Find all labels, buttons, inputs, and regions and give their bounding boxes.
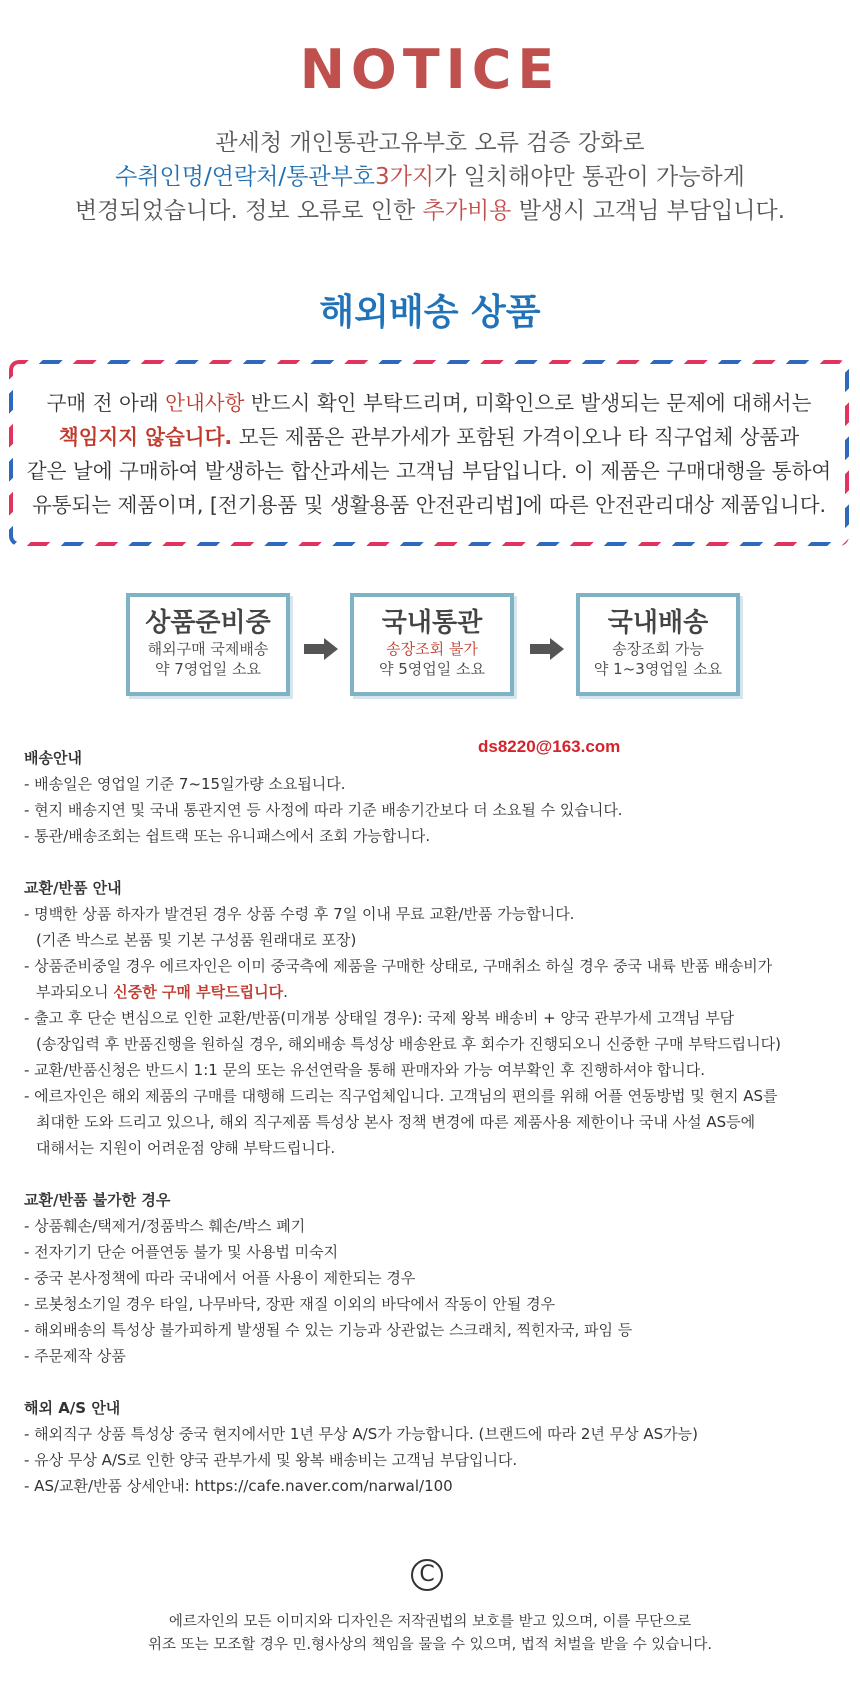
spacer [24, 1161, 844, 1187]
shipping-heading: 배송안내 [24, 749, 82, 767]
as-line: - 유상 무상 A/S로 인한 양국 관부가세 및 왕복 배송비는 고객님 부담입니다. [24, 1451, 518, 1469]
step-duration: 약 5영업일 소요 [378, 660, 486, 678]
spacer [24, 849, 844, 875]
notice-line-2-rest: 가 일치해야만 통관이 가능하게 [434, 164, 745, 190]
notice-line-3-b: 발생시 고객님 부담입니다. [511, 198, 786, 224]
step-desc: 송장조회 가능 [612, 640, 704, 658]
shipping-line: - 현지 배송지연 및 국내 통관지연 등 사정에 따라 기준 배송기간보다 더 소요될 수 있습니다. [24, 801, 623, 819]
arrow-right-icon [304, 638, 338, 660]
copyright-line-1: 에르자인의 모든 이미지와 디자인은 저작권법의 보호를 받고 있으며, 이를 무단으로 [168, 1614, 692, 1630]
spacer [24, 1369, 844, 1395]
exchange-line: (기존 박스로 본품 및 기본 구성품 원래대로 포장) [36, 931, 357, 949]
shipping-line: - 배송일은 영업일 기준 7~15일가량 소요됩니다. [24, 775, 346, 793]
exchange-line: - 출고 후 단순 변심으로 인한 교환/반품(미개봉 상태일 경우): 국제 왕복 배송비 + 양국 관부가세 고객님 부담 [24, 1009, 735, 1027]
notice-three-items: 3가지 [375, 164, 435, 190]
no-exchange-line: - 로봇청소기일 경우 타일, 나무바닥, 장판 재질 이외의 바닥에서 작동이 안될 경우 [24, 1295, 556, 1313]
notice-title: NOTICE [299, 38, 561, 101]
exchange-line: 최대한 도와 드리고 있으나, 해외 직구제품 특성상 본사 정책 변경에 따른 제품사용 제한이나 국내 사설 AS등에 [36, 1113, 756, 1131]
notice-line-3 [0, 192, 860, 225]
no-exchange-line: - 중국 본사정책에 따라 국내에서 어플 사용이 제한되는 경우 [24, 1269, 416, 1287]
airmail-notice-content [13, 364, 845, 542]
airmail-line-1-a: 구매 전 아래 [46, 391, 166, 415]
exchange-line-text: . [283, 983, 288, 1001]
airmail-notice-box [9, 360, 849, 546]
step-domestic-delivery [576, 593, 740, 696]
exchange-line: - 교환/반품신청은 반드시 1:1 문의 또는 유선연락을 통해 판매자와 가능 여부확인 후 진행하셔야 합니다. [24, 1061, 705, 1079]
step-title: 국내배송 [607, 608, 709, 638]
step-title: 국내통관 [381, 608, 483, 638]
exchange-careful-purchase: 신중한 구매 부탁드립니다 [113, 983, 284, 1001]
contact-email: ds8220@163.com [478, 737, 621, 756]
airmail-line-1 [19, 386, 839, 420]
copyright-icon: C [411, 1559, 443, 1591]
exchange-line: (송장입력 후 반품진행을 원하실 경우, 해외배송 특성상 배송완료 후 회수가 진행되오니 신중한 구매 부탁드립니다) [36, 1035, 782, 1053]
step-desc: 송장조회 불가 [386, 640, 478, 658]
notice-required-fields: 수취인명/연락처/통관부호 [115, 164, 376, 190]
step-title: 상품준비중 [145, 608, 271, 638]
airmail-line-2-b: 모든 제품은 관부가세가 포함된 가격이오나 타 직구업체 상품과 [232, 425, 800, 449]
shipping-line: - 통관/배송조회는 쉽트랙 또는 유니패스에서 조회 가능합니다. [24, 827, 431, 845]
no-exchange-line: - 주문제작 상품 [24, 1347, 126, 1365]
step-duration: 약 7영업일 소요 [154, 660, 262, 678]
airmail-highlight-no-responsibility: 책임지지 않습니다. [58, 425, 233, 449]
exchange-heading: 교환/반품 안내 [24, 879, 122, 897]
exchange-line: - 에르자인은 해외 제품의 구매를 대행해 드리는 직구업체입니다. 고객님의 편의를 위해 어플 연동방법 및 현지 AS를 [24, 1087, 778, 1105]
arrow-right-icon [530, 638, 564, 660]
exchange-line: - 명백한 상품 하자가 발견된 경우 상품 수령 후 7일 이내 무료 교환/반품 가능합니다. [24, 905, 575, 923]
no-exchange-heading: 교환/반품 불가한 경우 [24, 1191, 171, 1209]
notice-extra-cost: 추가비용 [422, 198, 512, 224]
copyright-line-2: 위조 또는 모조할 경우 민.형사상의 책임을 물을 수 있으며, 법적 처벌을 받을 수 있습니다. [148, 1637, 712, 1653]
notice-line-1: 관세청 개인통관고유부호 오류 검증 강화로 [215, 130, 645, 156]
step-duration: 약 1~3영업일 소요 [593, 660, 723, 678]
exchange-line [24, 979, 844, 1005]
exchange-line: 대해서는 지원이 어려운점 양해 부탁드립니다. [36, 1139, 336, 1157]
airmail-line-3: 같은 날에 구매하여 발생하는 합산과세는 고객님 부담입니다. 이 제품은 구매대행을 통하여 [26, 459, 832, 483]
no-exchange-line: - 전자기기 단순 어플연동 불가 및 사용법 미숙지 [24, 1243, 339, 1261]
step-customs [350, 593, 514, 696]
exchange-line: - 상품준비중일 경우 에르자인은 이미 중국측에 제품을 구매한 상태로, 구매취소 하실 경우 중국 내륙 반품 배송비가 [24, 957, 773, 975]
airmail-line-1-b: 반드시 확인 부탁드리며, 미확인으로 발생되는 문제에 대해서는 [244, 391, 812, 415]
section-title: 해외배송 상품 [319, 292, 541, 333]
info-body [24, 745, 844, 1499]
as-line: - AS/교환/반품 상세안내: https://cafe.naver.com/narwal/100 [24, 1477, 453, 1495]
airmail-line-4: 유통되는 제품이며, [전기용품 및 생활용품 안전관리법]에 따른 안전관리대상 제품입니다. [31, 493, 827, 517]
notice-line-2 [0, 158, 860, 191]
airmail-highlight-guide: 안내사항 [165, 391, 245, 415]
notice-line-3-a: 변경되었습니다. 정보 오류로 인한 [74, 198, 423, 224]
step-preparing [126, 593, 290, 696]
no-exchange-line: - 해외배송의 특성상 불가피하게 발생될 수 있는 기능과 상관없는 스크래치, 찍힌자국, 파임 등 [24, 1321, 633, 1339]
as-line: - 해외직구 상품 특성상 중국 현지에서만 1년 무상 A/S가 가능합니다. (브랜드에 따라 2년 무상 AS가능) [24, 1425, 698, 1443]
exchange-line-text: 부과되오니 [36, 983, 114, 1001]
step-desc: 해외구매 국제배송 [147, 640, 269, 658]
as-heading: 해외 A/S 안내 [24, 1399, 121, 1417]
airmail-line-2 [19, 420, 839, 454]
no-exchange-line: - 상품훼손/택제거/정품박스 훼손/박스 폐기 [24, 1217, 306, 1235]
